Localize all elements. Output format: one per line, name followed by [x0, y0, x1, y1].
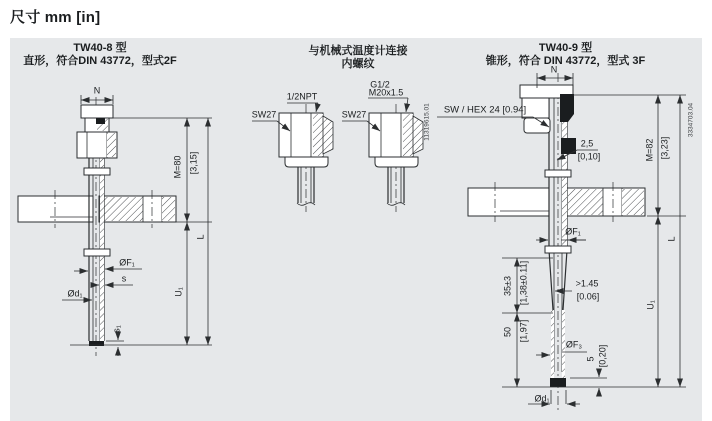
dim-label-od1-right: Ød₁ [534, 393, 550, 404]
dim-label-taper-length-inch: [1,38±0.11] [518, 260, 529, 306]
dim-label-of1-left: ØF₁ [119, 257, 135, 268]
dim-label-l-right: L [666, 236, 677, 242]
right-thermowell-drawing [437, 73, 686, 412]
dim-label-of3: ØF₃ [565, 339, 583, 350]
hex-size-label: SW / HEX 24 [0.94] [443, 104, 527, 116]
dim-label-s: s [121, 273, 127, 284]
dim-label-tip-wall-inch: [0,20] [597, 344, 608, 368]
dim-label-s1: s₁ [111, 325, 122, 333]
dim-label-u1-right: U₁ [645, 300, 656, 310]
dim-label-tip-wall: 5 [585, 356, 596, 362]
right-section-title: TW40-9 型 [538, 42, 593, 54]
dim-label-of1-right: ØF₁ [565, 226, 581, 237]
dim-label-taper: >1.45 [575, 278, 599, 289]
dim-label-od1-left: Ød₁ [67, 288, 83, 299]
center-section-title: 与机械式温度计连接 [308, 45, 408, 57]
dim-label-tip-length-inch: [1,97] [518, 319, 529, 343]
thread-label-npt: 1/2NPT [286, 91, 318, 102]
dim-label-n-right: N [550, 64, 558, 75]
wrench-label-sw27-right: SW27 [341, 109, 367, 120]
dim-label-wall-inch: [0,10] [577, 151, 601, 162]
dim-label-wall: 2,5 [580, 138, 594, 149]
left-thermowell-drawing [18, 95, 212, 356]
dim-label-tip-length: 50 [502, 326, 513, 338]
center-section-subtitle: 内螺纹 [341, 57, 375, 70]
dim-label-taper-inch: [0.06] [576, 291, 600, 302]
dim-label-n-left: N [93, 85, 101, 96]
left-section-subtitle: 直形，符合DIN 43772，型式2F [23, 54, 177, 67]
thread-label-g12: G1/2 [370, 79, 390, 90]
left-section-title: TW40-8 型 [73, 42, 127, 54]
dim-label-m-right: M=82 [644, 138, 655, 162]
dim-label-m-inch-right: [3,23] [659, 136, 670, 160]
dim-label-m-left: M=80 [172, 155, 183, 179]
thread-label-m20: M20x1.5 [368, 87, 404, 98]
thermometer-connection-fittings [252, 98, 423, 212]
right-section-subtitle: 锥形，符合 DIN 43772，型式 3F [485, 54, 646, 67]
page-title: 尺寸 mm [in] [10, 9, 101, 26]
dim-label-l-left: L [195, 234, 206, 240]
doc-number-right: 3334703.04 [687, 102, 695, 138]
dim-label-m-inch-left: [3,15] [188, 151, 199, 175]
doc-number-center: 11319615.01 [423, 103, 431, 141]
dim-label-u1-left: U₁ [173, 287, 184, 297]
dim-label-taper-length: 35±3 [502, 276, 513, 296]
wrench-label-sw27-left: SW27 [251, 109, 277, 120]
